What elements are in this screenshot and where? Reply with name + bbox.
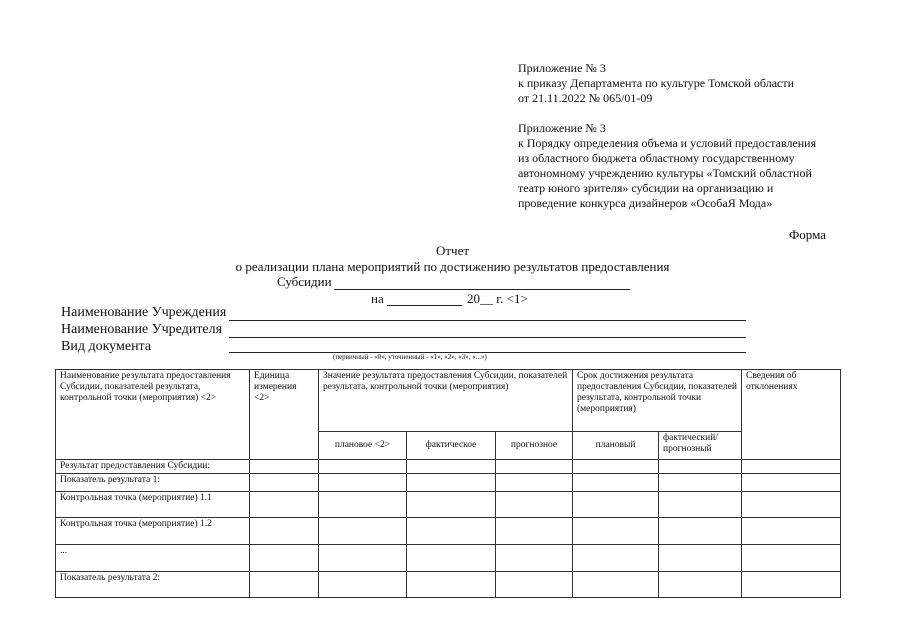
- subsidy-label: Субсидии: [277, 274, 332, 289]
- row-label: Показатель результата 2:: [56, 572, 250, 598]
- report-subtitle: о реализации плана мероприятий по достижению результатов предоставления: [235, 259, 670, 274]
- date-prefix: на: [371, 291, 384, 306]
- table-row: [56, 492, 841, 518]
- doc-type-underline: [229, 352, 746, 353]
- appendix-number: Приложение № 3: [518, 121, 606, 135]
- appendix-order-block: [518, 61, 794, 106]
- row-label: Показатель результата 1:: [56, 474, 250, 492]
- header-name: Наименование результата предоставления Субсидии, показателей результата, контрольной точки (мероприятия) <2>: [56, 370, 250, 460]
- report-table: [55, 369, 841, 598]
- table-row: [56, 474, 841, 492]
- header-planned-value: плановое <2>: [319, 432, 407, 460]
- date-underline: [387, 305, 462, 306]
- appendix-procedure-line: к Порядку определения объема и условий предоставления: [518, 136, 817, 150]
- row-label: Результат предоставления Субсидии:: [56, 460, 250, 474]
- doc-type-hint: (первичный - «0», уточненный - «1», «2», «3», «...»): [333, 353, 487, 361]
- appendix-number: Приложение № 3: [518, 61, 606, 75]
- table-row: [56, 572, 841, 598]
- table-row: [56, 460, 841, 474]
- institution-underline: [229, 320, 746, 321]
- report-title: Отчет: [435, 243, 470, 258]
- date-year: 20__ г. <1>: [467, 291, 528, 306]
- appendix-order-ref: к приказу Департамента по культуре Томской области: [518, 76, 795, 90]
- institution-label: Наименование Учреждения: [61, 305, 227, 320]
- header-forecast-value: прогнозное: [496, 432, 573, 460]
- founder-label: Наименование Учредителя: [61, 322, 223, 337]
- row-label: Контрольная точка (мероприятие) 1.1: [56, 492, 250, 518]
- table-row: [56, 518, 841, 545]
- appendix-order-date: от 21.11.2022 № 065/01-09: [518, 91, 653, 105]
- header-deviations: Сведения об отклонениях: [742, 370, 841, 460]
- row-label: Контрольная точка (мероприятие) 1.2: [56, 518, 250, 545]
- appendix-procedure-block: [518, 121, 816, 211]
- table-row: [56, 545, 841, 572]
- appendix-procedure-line: автономному учреждению культуры «Томский областной: [518, 166, 812, 180]
- header-value-group: Значение результата предоставления Субсидии, показателей результата, контрольной точки (мероприятия): [319, 370, 573, 432]
- header-actual-value: фактическое: [407, 432, 496, 460]
- appendix-procedure-line: проведение конкурса дизайнеров «ОсобаЯ Мода»: [518, 196, 773, 210]
- appendix-procedure-line: из областного бюджета областному государственному: [518, 151, 795, 165]
- header-term-group: Срок достижения результата предоставления Субсидии, показателей результата, контрольной точки (мероприятия): [573, 370, 742, 432]
- subsidy-underline: [334, 289, 630, 290]
- row-label: ...: [56, 545, 250, 572]
- header-planned-term: плановый: [573, 432, 659, 460]
- founder-underline: [229, 337, 746, 338]
- doc-type-label: Вид документа: [61, 339, 152, 354]
- appendix-procedure-line: театр юного зрителя» субсидии на организацию и: [518, 181, 774, 195]
- header-actual-forecast-term: фактический/ прогнозный: [659, 432, 742, 460]
- form-label: Форма: [789, 227, 826, 242]
- header-unit: Единица измерения <2>: [250, 370, 319, 460]
